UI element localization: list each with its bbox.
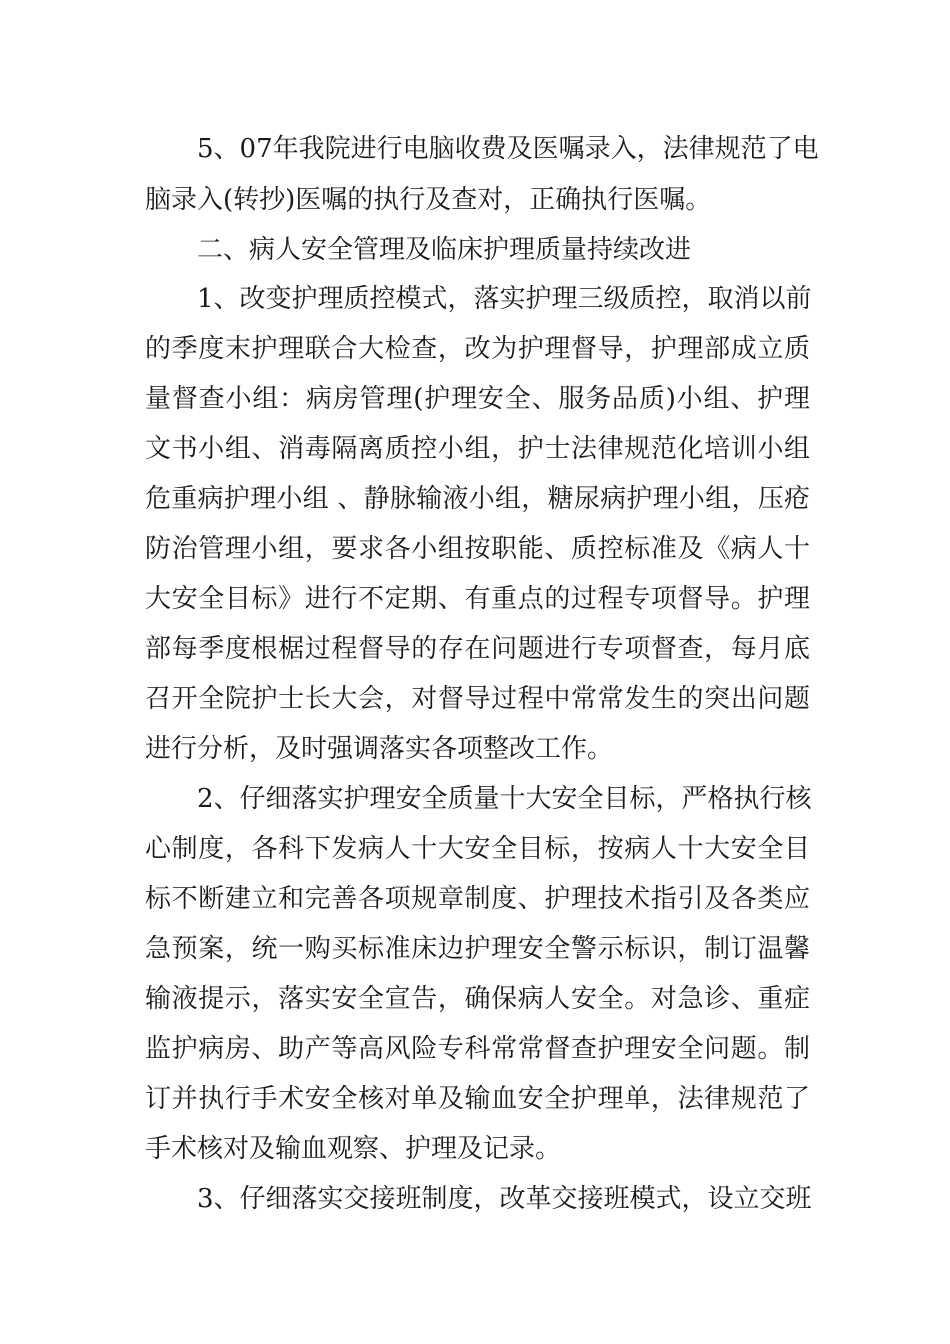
paragraph-1-line-8: 部每季度根椐过程督导的存在问题进行专项督查，每月底: [145, 634, 810, 664]
paragraph-2-line-8: 手术核对及输血观察、护理及记录。: [145, 1134, 562, 1164]
section-heading-2: 二、病人安全管理及临床护理质量持续改进: [197, 235, 692, 265]
paragraph-2-line-3: 标不断建立和完善各项规章制度、护理技术指引及各类应: [145, 884, 810, 914]
paragraph-2-line-6: 监护病房、助产等高风险专科常常督查护理安全问题。制: [145, 1034, 810, 1064]
paragraph-2-line-5: 输液提示，落实安全宣告，确保病人安全。对急诊、重症: [145, 984, 810, 1014]
paragraph-2-line-1: 2、仔细落实护理安全质量十大安全目标，严格执行核: [197, 784, 812, 814]
paragraph-2-line-2: 心制度，各科下发病人十大安全目标，按病人十大安全目: [145, 834, 810, 864]
paragraph-5-line-1: 5、07年我院进行电脑收费及医嘱录入，法律规范了电: [197, 134, 819, 164]
paragraph-1-line-7: 大安全目标》进行不定期、有重点的过程专项督导。护理: [145, 584, 810, 614]
paragraph-1-line-10: 进行分析，及时强调落实各项整改工作。: [145, 734, 614, 764]
paragraph-3-line-1: 3、仔细落实交接班制度，改革交接班模式，设立交班: [197, 1184, 812, 1214]
paragraph-1-line-2: 的季度末护理联合大检查，改为护理督导，护理部成立质: [145, 334, 810, 364]
paragraph-1-line-5: 危重病护理小组 、静脉输液小组，糖尿病护理小组，压疮: [145, 484, 810, 514]
paragraph-2-line-4: 急预案，统一购买标准床边护理安全警示标识，制订温馨: [145, 934, 810, 964]
paragraph-1-line-1: 1、改变护理质控模式，落实护理三级质控，取消以前: [197, 284, 812, 314]
paragraph-1-line-9: 召开全院护士长大会，对督导过程中常常发生的突出问题: [145, 684, 810, 714]
paragraph-1-line-4: 文书小组、消毒隔离质控小组，护士法律规范化培训小组: [145, 434, 810, 464]
paragraph-5-line-2: 脑录入(转抄)医嘱的执行及查对，正确执行医嘱。: [145, 185, 712, 215]
paragraph-2-line-7: 订并执行手术安全核对单及输血安全护理单，法律规范了: [145, 1084, 810, 1114]
paragraph-1-line-3: 量督查小组：病房管理(护理安全、服务品质)小组、护理: [145, 384, 810, 414]
paragraph-1-line-6: 防治管理小组，要求各小组按职能、质控标准及《病人十: [145, 534, 810, 564]
